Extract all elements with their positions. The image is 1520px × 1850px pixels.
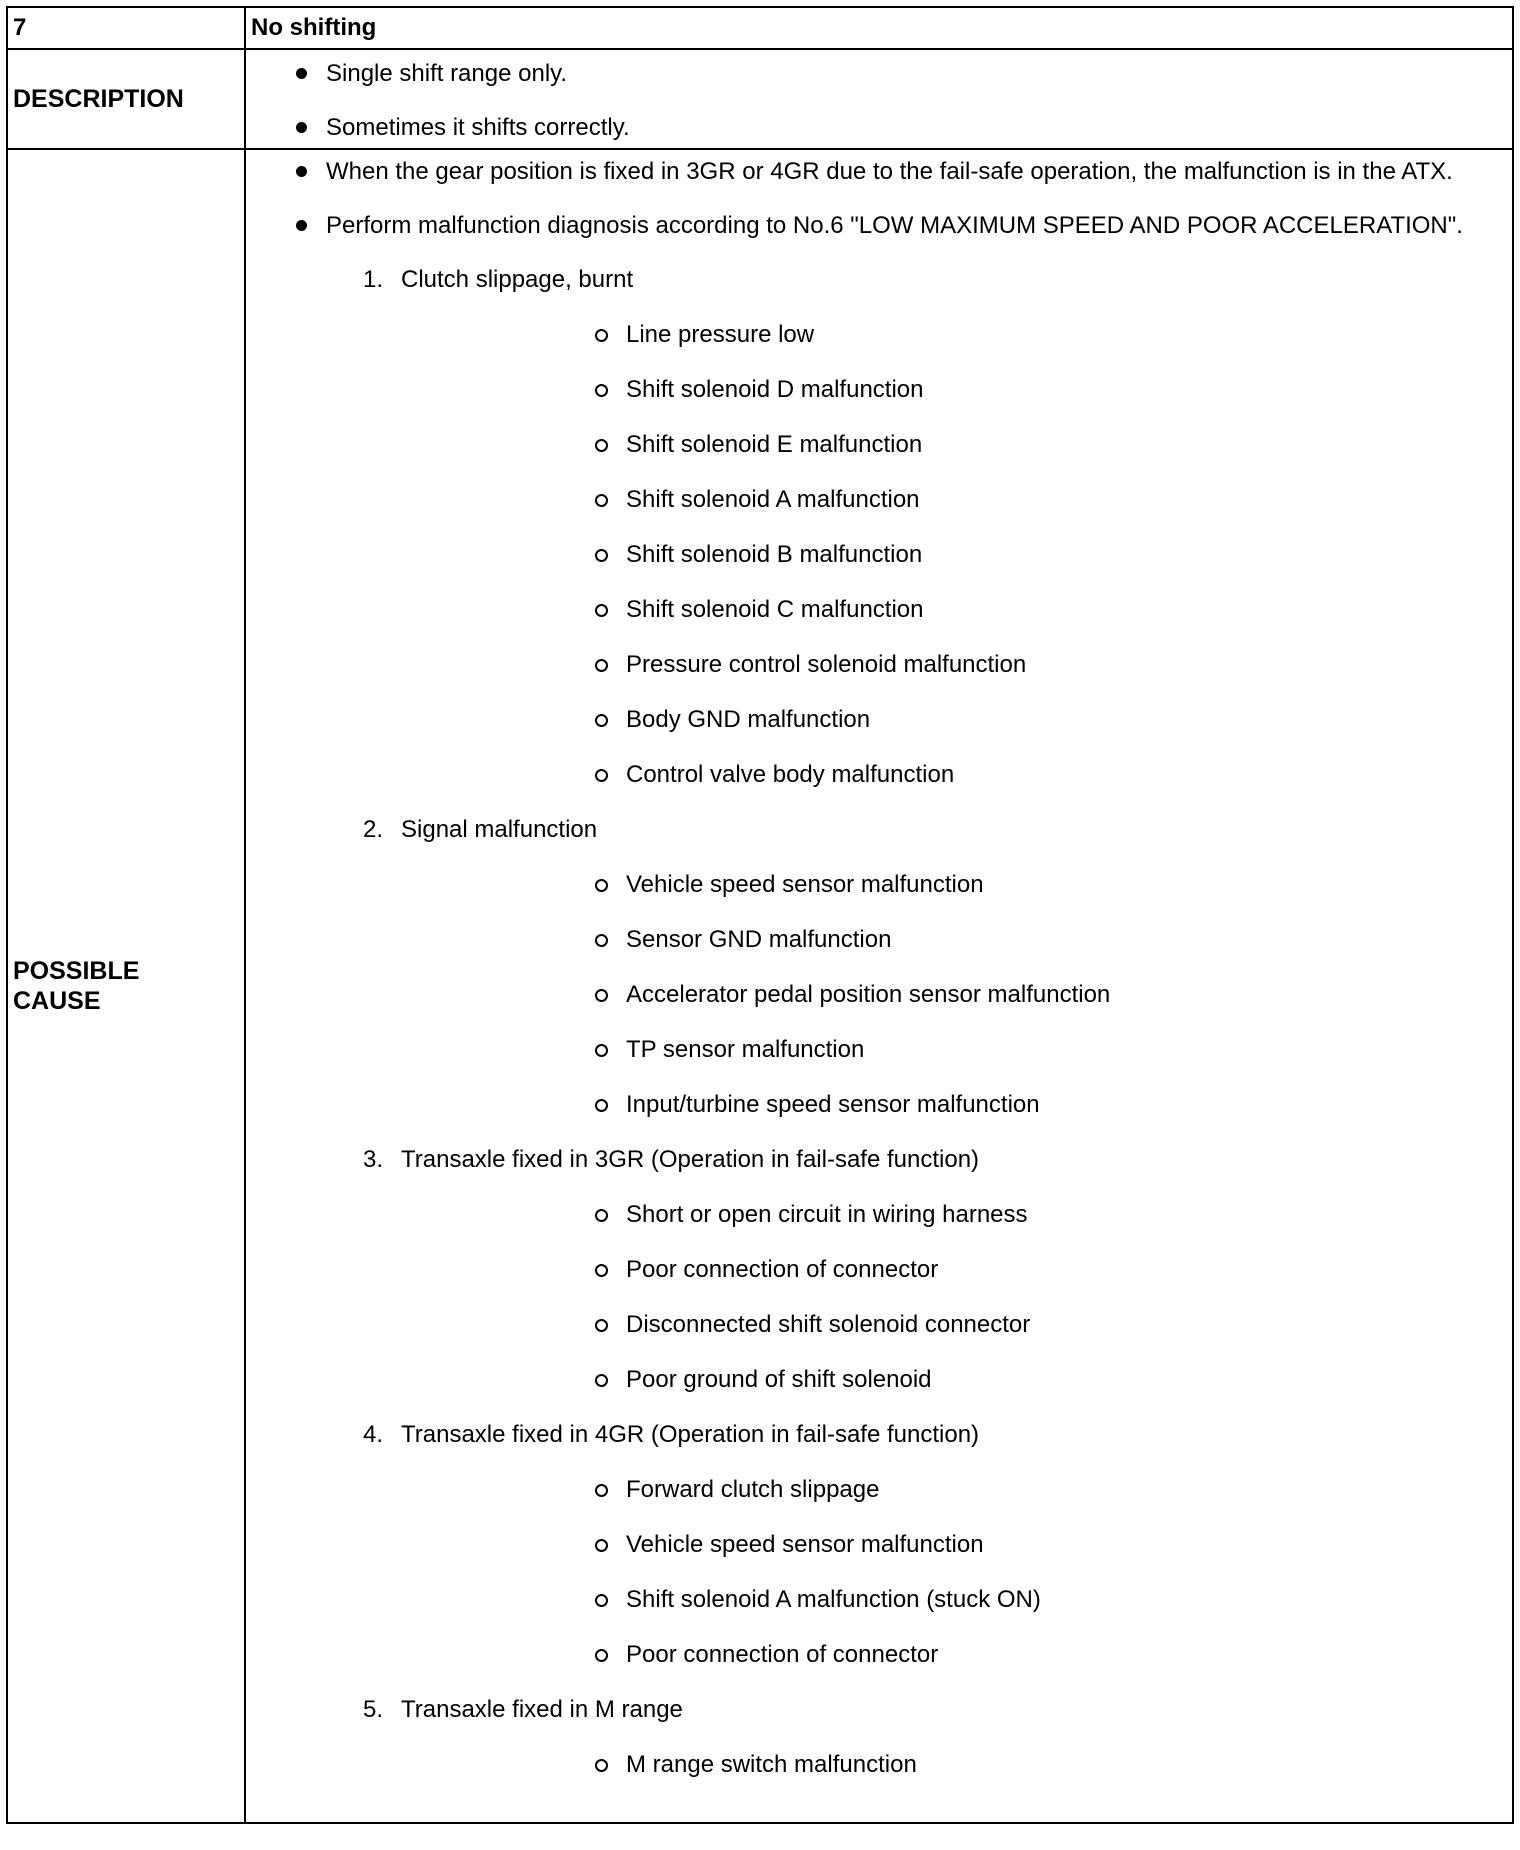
circle-bullet-icon — [595, 549, 608, 562]
step-sub-item — [401, 1365, 1512, 1395]
circle-bullet-icon — [595, 1759, 608, 1772]
circle-bullet-icon — [595, 384, 608, 397]
circle-bullet-icon — [595, 989, 608, 1002]
circle-bullet-icon — [595, 494, 608, 507]
step-sub-list — [401, 1200, 1512, 1395]
description-content — [245, 49, 1513, 149]
cause-step — [251, 1420, 1512, 1670]
step-sub-item — [401, 1750, 1512, 1780]
step-sub-item-text: Sensor GND malfunction — [626, 926, 892, 953]
step-sub-list — [401, 870, 1512, 1120]
step-sub-item-text: Vehicle speed sensor malfunction — [626, 871, 984, 898]
step-number: 3. — [363, 1146, 384, 1173]
step-sub-item — [401, 705, 1512, 735]
step-sub-item-text: Input/turbine speed sensor malfunction — [626, 1091, 1040, 1118]
description-label: DESCRIPTION — [7, 49, 245, 149]
bullet-dot-icon — [296, 166, 307, 177]
step-title: Transaxle fixed in 4GR (Operation in fail-safe function) — [401, 1421, 980, 1448]
possible-cause-content — [245, 149, 1513, 1823]
cause-step — [251, 265, 1512, 790]
step-number: 4. — [363, 1421, 384, 1448]
step-sub-item-text: Vehicle speed sensor malfunction — [626, 1531, 984, 1558]
step-sub-item-text: Shift solenoid C malfunction — [626, 596, 924, 623]
bullet-dot-icon — [296, 68, 307, 79]
circle-bullet-icon — [595, 1099, 608, 1112]
step-sub-item — [401, 870, 1512, 900]
cause-step — [251, 815, 1512, 1120]
cause-step — [251, 1145, 1512, 1395]
circle-bullet-icon — [595, 659, 608, 672]
step-sub-item — [401, 1585, 1512, 1615]
step-sub-item-text: Disconnected shift solenoid connector — [626, 1311, 1031, 1338]
circle-bullet-icon — [595, 714, 608, 727]
step-sub-item — [401, 1530, 1512, 1560]
step-sub-item-text: Shift solenoid E malfunction — [626, 431, 923, 458]
step-sub-item-text: TP sensor malfunction — [626, 1036, 865, 1063]
step-sub-list — [401, 1475, 1512, 1670]
circle-bullet-icon — [595, 879, 608, 892]
step-title: Transaxle fixed in 3GR (Operation in fail-safe function) — [401, 1146, 980, 1173]
step-sub-item — [401, 980, 1512, 1010]
step-sub-item — [401, 430, 1512, 460]
cause-step — [251, 1695, 1512, 1780]
cause-bullet-text: When the gear position is fixed in 3GR or 4GR due to the fail-safe operation, the malfunction is in the ATX. — [326, 158, 1453, 185]
cause-bullet-item — [251, 157, 1512, 187]
cause-steps-list — [251, 265, 1512, 1780]
circle-bullet-icon — [595, 1264, 608, 1277]
description-list — [251, 59, 1512, 143]
circle-bullet-icon — [595, 1649, 608, 1662]
circle-bullet-icon — [595, 934, 608, 947]
step-sub-item-text: Shift solenoid D malfunction — [626, 376, 924, 403]
step-sub-item-text: Body GND malfunction — [626, 706, 871, 733]
circle-bullet-icon — [595, 1484, 608, 1497]
possible-cause-row — [7, 149, 1513, 1823]
step-sub-item-text: Short or open circuit in wiring harness — [626, 1201, 1028, 1228]
cause-bullet-list — [251, 157, 1512, 241]
step-sub-item — [401, 320, 1512, 350]
step-sub-item — [401, 540, 1512, 570]
step-sub-item — [401, 1200, 1512, 1230]
step-number: 2. — [363, 816, 384, 843]
description-item — [251, 59, 1512, 89]
step-sub-item — [401, 485, 1512, 515]
step-sub-item — [401, 1475, 1512, 1505]
description-item-text: Sometimes it shifts correctly. — [326, 113, 630, 141]
circle-bullet-icon — [595, 1209, 608, 1222]
step-sub-item-text: Poor ground of shift solenoid — [626, 1366, 932, 1393]
possible-cause-label-text: POSSIBLE CAUSE — [13, 957, 140, 1015]
step-sub-item-text: Shift solenoid A malfunction (stuck ON) — [626, 1586, 1041, 1613]
header-row — [7, 7, 1513, 49]
cause-bullet-item — [251, 211, 1512, 241]
symptom-number: 7 — [7, 7, 245, 49]
step-title: Signal malfunction — [401, 816, 598, 843]
step-sub-item-text: Control valve body malfunction — [626, 761, 955, 788]
step-title: Transaxle fixed in M range — [401, 1696, 683, 1723]
circle-bullet-icon — [595, 1044, 608, 1057]
description-item-text: Single shift range only. — [326, 59, 568, 87]
possible-cause-label — [7, 149, 245, 1823]
symptom-title: No shifting — [245, 7, 1513, 49]
circle-bullet-icon — [595, 604, 608, 617]
troubleshooting-table — [6, 6, 1514, 1824]
step-sub-item-text: Forward clutch slippage — [626, 1476, 880, 1503]
step-sub-item — [401, 760, 1512, 790]
step-number: 1. — [363, 266, 384, 293]
step-number: 5. — [363, 1696, 384, 1723]
circle-bullet-icon — [595, 1594, 608, 1607]
step-sub-item-text: Poor connection of connector — [626, 1641, 939, 1668]
description-item — [251, 113, 1512, 143]
step-sub-item-text: M range switch malfunction — [626, 1751, 917, 1778]
step-sub-item — [401, 595, 1512, 625]
circle-bullet-icon — [595, 1374, 608, 1387]
circle-bullet-icon — [595, 439, 608, 452]
step-sub-item — [401, 1640, 1512, 1670]
step-sub-item — [401, 1035, 1512, 1065]
circle-bullet-icon — [595, 769, 608, 782]
step-sub-item — [401, 375, 1512, 405]
step-sub-item — [401, 925, 1512, 955]
step-sub-item-text: Line pressure low — [626, 321, 815, 348]
step-sub-item-text: Accelerator pedal position sensor malfunction — [626, 981, 1111, 1008]
step-sub-item — [401, 1310, 1512, 1340]
step-sub-item — [401, 1090, 1512, 1120]
step-sub-item-text: Shift solenoid B malfunction — [626, 541, 923, 568]
circle-bullet-icon — [595, 1539, 608, 1552]
step-sub-list — [401, 320, 1512, 790]
circle-bullet-icon — [595, 329, 608, 342]
circle-bullet-icon — [595, 1319, 608, 1332]
step-sub-item-text: Poor connection of connector — [626, 1256, 939, 1283]
step-sub-item-text: Shift solenoid A malfunction — [626, 486, 920, 513]
step-sub-item — [401, 650, 1512, 680]
bullet-dot-icon — [296, 220, 307, 231]
step-sub-item — [401, 1255, 1512, 1285]
step-title: Clutch slippage, burnt — [401, 266, 634, 293]
step-sub-item-text: Pressure control solenoid malfunction — [626, 651, 1027, 678]
step-sub-list — [401, 1750, 1512, 1780]
cause-bullet-text: Perform malfunction diagnosis according to No.6 "LOW MAXIMUM SPEED AND POOR ACCELERATION". — [326, 212, 1463, 239]
description-row — [7, 49, 1513, 149]
bullet-dot-icon — [296, 122, 307, 133]
